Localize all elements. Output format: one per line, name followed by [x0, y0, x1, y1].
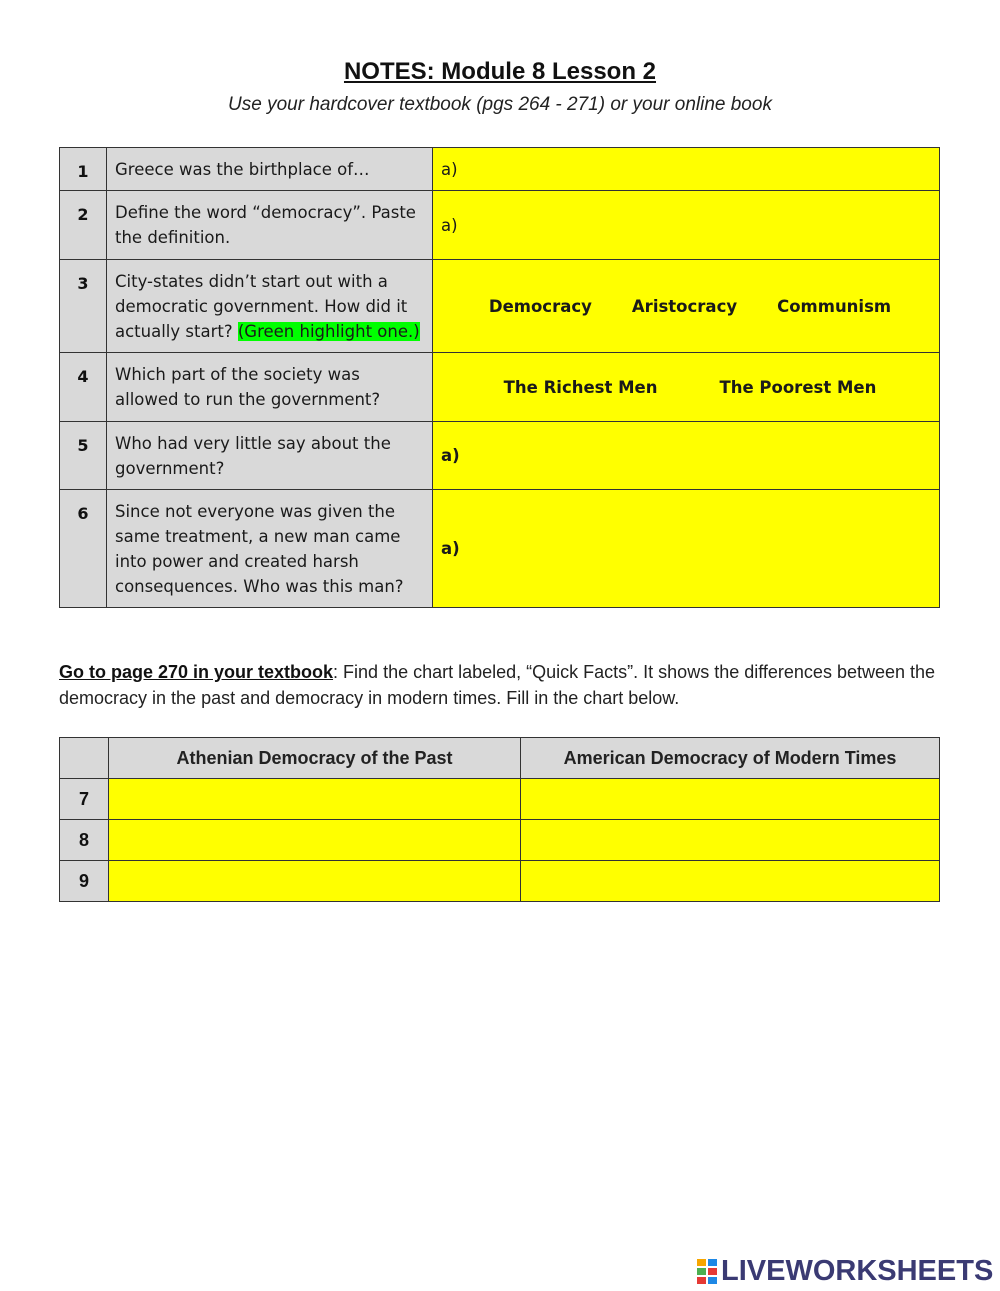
answer-choices-3 — [433, 260, 940, 353]
logo-square — [708, 1277, 717, 1284]
logo-mark-icon — [697, 1259, 717, 1284]
page-subtitle: Use your hardcover textbook (pgs 264 - 271) or your online book — [228, 94, 772, 115]
logo-text: LIVEWORKSHEETS — [721, 1254, 994, 1287]
question-number: 6 — [60, 490, 107, 608]
logo-square — [697, 1268, 706, 1275]
answer-field-1[interactable]: a) — [433, 148, 940, 191]
choice-group — [441, 378, 939, 397]
question-row-3 — [60, 260, 940, 353]
row-number: 9 — [60, 861, 109, 902]
instructions-body: : Find the chart labeled, “Quick Facts”. It shows the differences between the democracy in the past and democracy in modern times. Fill in the chart below. — [59, 662, 936, 708]
choice-group — [441, 297, 939, 316]
header-blank-cell — [60, 738, 109, 779]
question-text: Since not everyone was given the same treatment, a new man came into power and created harsh consequences. Who was this man? — [107, 490, 433, 608]
question-number: 4 — [60, 353, 107, 422]
question-text — [107, 260, 433, 353]
athenian-answer-8[interactable] — [109, 820, 521, 861]
instructions-lead: Go to page 270 in your textbook — [59, 662, 334, 682]
answer-field-2[interactable]: a) — [433, 191, 940, 260]
question-number: 2 — [60, 191, 107, 260]
logo-square — [697, 1259, 706, 1266]
green-highlight-note: (Green highlight one.) — [237, 322, 420, 341]
logo-square — [708, 1259, 717, 1266]
logo-square — [708, 1268, 717, 1275]
question-row-2 — [60, 191, 940, 260]
question-text: Who had very little say about the government? — [107, 422, 433, 490]
athenian-answer-9[interactable] — [109, 861, 521, 902]
row-number: 8 — [60, 820, 109, 861]
american-answer-9[interactable] — [521, 861, 940, 902]
liveworksheets-logo — [697, 1256, 993, 1286]
questions-table — [59, 147, 940, 608]
question-row-4 — [60, 353, 940, 422]
choice-democracy[interactable]: Democracy — [488, 296, 592, 316]
answer-choices-4 — [433, 353, 940, 422]
question-number: 1 — [60, 148, 107, 191]
question-number: 5 — [60, 422, 107, 490]
comparison-row-7 — [60, 779, 940, 820]
question-row-5 — [60, 422, 940, 490]
american-answer-8[interactable] — [521, 820, 940, 861]
question-number: 3 — [60, 260, 107, 353]
choice-richest-men[interactable]: The Richest Men — [503, 377, 658, 397]
header-american: American Democracy of Modern Times — [521, 738, 940, 779]
comparison-row-9 — [60, 861, 940, 902]
comparison-header-row — [60, 738, 940, 779]
answer-field-5[interactable]: a) — [433, 422, 940, 490]
question-text-body: City-states didn’t start out with a democratic government. How did it actually start? — [115, 272, 408, 341]
header-athenian: Athenian Democracy of the Past — [109, 738, 521, 779]
question-row-1 — [60, 148, 940, 191]
choice-communism[interactable]: Communism — [777, 296, 892, 316]
instructions-paragraph — [59, 659, 940, 711]
comparison-row-8 — [60, 820, 940, 861]
question-text: Greece was the birthplace of… — [107, 148, 433, 191]
page-title: NOTES: Module 8 Lesson 2 — [343, 58, 657, 85]
question-text: Which part of the society was allowed to run the government? — [107, 353, 433, 422]
question-row-6 — [60, 490, 940, 608]
logo-square — [697, 1277, 706, 1284]
choice-aristocracy[interactable]: Aristocracy — [631, 296, 738, 316]
row-number: 7 — [60, 779, 109, 820]
question-text: Define the word “democracy”. Paste the definition. — [107, 191, 433, 260]
comparison-table — [59, 737, 940, 902]
athenian-answer-7[interactable] — [109, 779, 521, 820]
choice-poorest-men[interactable]: The Poorest Men — [719, 377, 877, 397]
answer-field-6[interactable]: a) — [433, 490, 940, 608]
american-answer-7[interactable] — [521, 779, 940, 820]
